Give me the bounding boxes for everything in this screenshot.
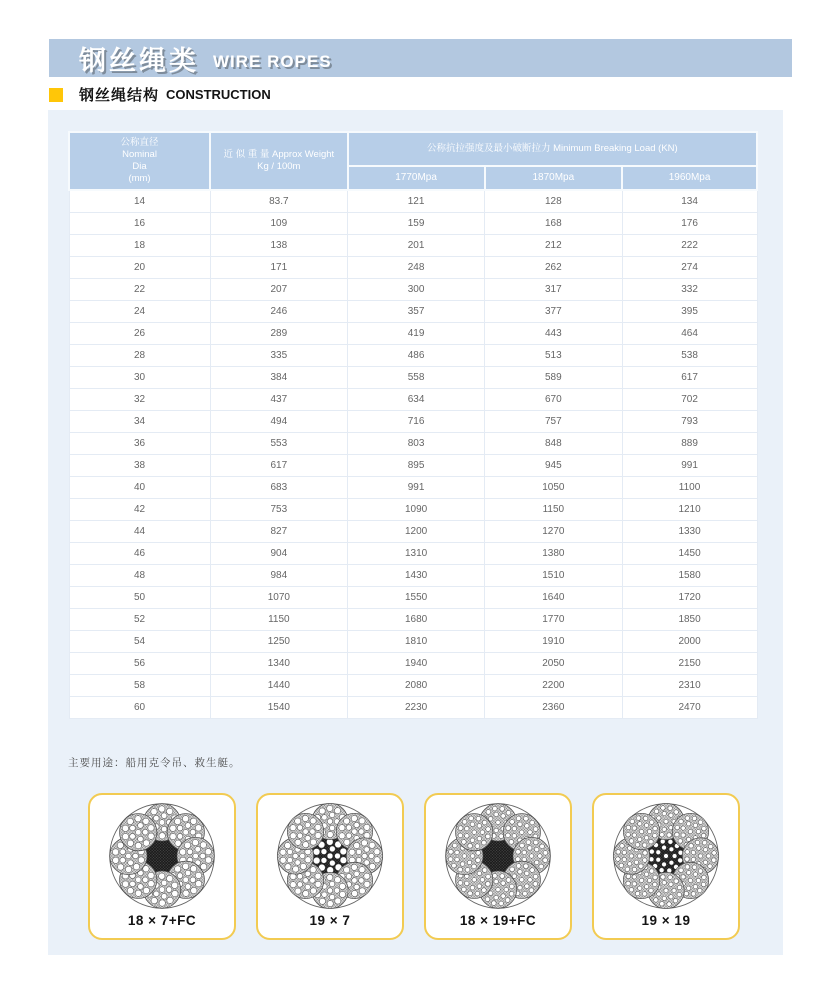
table-cell: 16: [69, 212, 210, 234]
table-cell: 44: [69, 520, 210, 542]
table-cell: 2150: [622, 652, 757, 674]
table-cell: 827: [210, 520, 348, 542]
table-cell: 201: [348, 234, 485, 256]
table-cell: 168: [485, 212, 623, 234]
table-row: [69, 674, 757, 696]
rope-card: [256, 793, 404, 940]
table-cell: 48: [69, 564, 210, 586]
table-cell: 464: [622, 322, 757, 344]
table-cell: 2470: [622, 696, 757, 718]
rope-card-label: 18 × 19+FC: [459, 913, 537, 928]
table-cell: 246: [210, 300, 348, 322]
table-cell: 18: [69, 234, 210, 256]
table-cell: 46: [69, 542, 210, 564]
table-cell: 1270: [485, 520, 623, 542]
section-heading: [49, 84, 271, 105]
table-cell: 538: [622, 344, 757, 366]
spec-table-header: [69, 132, 757, 190]
table-cell: 50: [69, 586, 210, 608]
table-cell: 1150: [485, 498, 623, 520]
usage-note: 主要用途：船用克令吊、救生艇。: [68, 757, 241, 769]
table-cell: 984: [210, 564, 348, 586]
table-cell: 513: [485, 344, 623, 366]
table-cell: 289: [210, 322, 348, 344]
table-cell: 1680: [348, 608, 485, 630]
table-cell: 109: [210, 212, 348, 234]
table-row: [69, 388, 757, 410]
table-cell: 683: [210, 476, 348, 498]
table-row: [69, 476, 757, 498]
table-cell: 24: [69, 300, 210, 322]
table-cell: 1770: [485, 608, 623, 630]
table-cell: 138: [210, 234, 348, 256]
table-cell: 134: [622, 190, 757, 212]
table-cell: 28: [69, 344, 210, 366]
table-cell: 248: [348, 256, 485, 278]
table-cell: 54: [69, 630, 210, 652]
table-cell: 1380: [485, 542, 623, 564]
table-cell: 52: [69, 608, 210, 630]
table-cell: 1310: [348, 542, 485, 564]
spec-table: [68, 131, 758, 719]
table-cell: 486: [348, 344, 485, 366]
table-row: [69, 696, 757, 718]
col-header-1960mpa: 1960Mpa: [622, 166, 757, 190]
table-cell: 1430: [348, 564, 485, 586]
section-title-en: CONSTRUCTION: [166, 87, 271, 102]
table-cell: 443: [485, 322, 623, 344]
table-cell: 634: [348, 388, 485, 410]
table-row: [69, 432, 757, 454]
table-row: [69, 652, 757, 674]
table-cell: 2310: [622, 674, 757, 696]
table-cell: 1450: [622, 542, 757, 564]
table-cell: 494: [210, 410, 348, 432]
table-cell: 38: [69, 454, 210, 476]
table-row: [69, 608, 757, 630]
table-cell: 419: [348, 322, 485, 344]
table-cell: 56: [69, 652, 210, 674]
table-cell: 1640: [485, 586, 623, 608]
table-row: [69, 498, 757, 520]
rope-cross-section-diagram: [106, 800, 218, 912]
table-cell: 40: [69, 476, 210, 498]
content-panel: [48, 110, 783, 955]
table-cell: 1910: [485, 630, 623, 652]
table-cell: 793: [622, 410, 757, 432]
table-cell: 212: [485, 234, 623, 256]
table-cell: 300: [348, 278, 485, 300]
table-row: [69, 520, 757, 542]
table-cell: 716: [348, 410, 485, 432]
table-row: [69, 300, 757, 322]
table-cell: 2080: [348, 674, 485, 696]
section-title-cn: 钢丝绳结构: [79, 87, 160, 104]
table-cell: 670: [485, 388, 623, 410]
table-cell: 1540: [210, 696, 348, 718]
table-cell: 2360: [485, 696, 623, 718]
table-cell: 1070: [210, 586, 348, 608]
table-cell: 14: [69, 190, 210, 212]
table-cell: 274: [622, 256, 757, 278]
rope-card-label: 18 × 7+FC: [127, 913, 197, 928]
table-cell: 159: [348, 212, 485, 234]
table-row: [69, 212, 757, 234]
table-cell: 317: [485, 278, 623, 300]
yellow-bullet-square: [49, 88, 63, 102]
table-row: [69, 322, 757, 344]
table-cell: 30: [69, 366, 210, 388]
col-header-1770mpa: 1770Mpa: [348, 166, 485, 190]
table-cell: 1250: [210, 630, 348, 652]
table-cell: 617: [622, 366, 757, 388]
table-cell: 384: [210, 366, 348, 388]
table-cell: 589: [485, 366, 623, 388]
col-header-nominal-dia: 公称直径 Nominal Dia (mm): [69, 132, 210, 190]
rope-card: [88, 793, 236, 940]
table-cell: 20: [69, 256, 210, 278]
table-cell: 176: [622, 212, 757, 234]
table-row: [69, 234, 757, 256]
col-header-1870mpa: 1870Mpa: [485, 166, 623, 190]
col-header-approx-weight: 近 似 重 量 Approx Weight Kg / 100m: [210, 132, 348, 190]
table-cell: 58: [69, 674, 210, 696]
table-cell: 22: [69, 278, 210, 300]
spec-table-body: [69, 190, 757, 718]
table-row: [69, 410, 757, 432]
table-cell: 32: [69, 388, 210, 410]
table-row: [69, 278, 757, 300]
table-cell: 757: [485, 410, 623, 432]
table-cell: 803: [348, 432, 485, 454]
table-row: [69, 190, 757, 212]
rope-cross-section-diagram: [274, 800, 386, 912]
page-title-cn: 钢丝绳类: [79, 45, 199, 76]
page-title-bar: [49, 39, 792, 77]
construction-cards: [88, 793, 740, 940]
table-cell: 848: [485, 432, 623, 454]
table-row: [69, 256, 757, 278]
rope-cross-section-diagram: [610, 800, 722, 912]
table-cell: 617: [210, 454, 348, 476]
table-cell: 1440: [210, 674, 348, 696]
table-cell: 1200: [348, 520, 485, 542]
table-row: [69, 344, 757, 366]
table-cell: 377: [485, 300, 623, 322]
table-cell: 222: [622, 234, 757, 256]
table-cell: 991: [622, 454, 757, 476]
table-cell: 558: [348, 366, 485, 388]
table-cell: 1850: [622, 608, 757, 630]
rope-card-label: 19 × 7: [309, 913, 351, 928]
table-cell: 128: [485, 190, 623, 212]
table-cell: 1510: [485, 564, 623, 586]
table-cell: 1580: [622, 564, 757, 586]
table-row: [69, 630, 757, 652]
table-cell: 889: [622, 432, 757, 454]
table-cell: 1100: [622, 476, 757, 498]
table-cell: 2230: [348, 696, 485, 718]
rope-cross-section-diagram: [442, 800, 554, 912]
table-cell: 1810: [348, 630, 485, 652]
table-cell: 1090: [348, 498, 485, 520]
table-cell: 262: [485, 256, 623, 278]
table-row: [69, 564, 757, 586]
table-cell: 2000: [622, 630, 757, 652]
table-cell: 991: [348, 476, 485, 498]
table-row: [69, 586, 757, 608]
table-cell: 395: [622, 300, 757, 322]
table-cell: 34: [69, 410, 210, 432]
table-cell: 2050: [485, 652, 623, 674]
table-cell: 1940: [348, 652, 485, 674]
table-cell: 121: [348, 190, 485, 212]
table-cell: 83.7: [210, 190, 348, 212]
table-row: [69, 366, 757, 388]
table-row: [69, 454, 757, 476]
table-cell: 437: [210, 388, 348, 410]
table-cell: 207: [210, 278, 348, 300]
table-cell: 42: [69, 498, 210, 520]
table-cell: 1330: [622, 520, 757, 542]
table-cell: 335: [210, 344, 348, 366]
rope-card: [424, 793, 572, 940]
table-cell: 36: [69, 432, 210, 454]
table-cell: 357: [348, 300, 485, 322]
table-cell: 1550: [348, 586, 485, 608]
table-cell: 1150: [210, 608, 348, 630]
table-cell: 553: [210, 432, 348, 454]
table-cell: 332: [622, 278, 757, 300]
table-cell: 945: [485, 454, 623, 476]
page-title-en: WIRE ROPES: [213, 52, 332, 71]
table-cell: 1340: [210, 652, 348, 674]
col-header-breaking-load-group: 公称抗拉强度及最小破断拉力 Minimum Breaking Load (KN): [348, 132, 757, 166]
table-cell: 1210: [622, 498, 757, 520]
table-cell: 904: [210, 542, 348, 564]
rope-card-label: 19 × 19: [641, 913, 691, 928]
table-cell: 895: [348, 454, 485, 476]
table-cell: 1050: [485, 476, 623, 498]
table-cell: 26: [69, 322, 210, 344]
table-cell: 2200: [485, 674, 623, 696]
table-cell: 60: [69, 696, 210, 718]
rope-card: [592, 793, 740, 940]
table-cell: 1720: [622, 586, 757, 608]
table-cell: 753: [210, 498, 348, 520]
table-row: [69, 542, 757, 564]
table-cell: 171: [210, 256, 348, 278]
table-cell: 702: [622, 388, 757, 410]
